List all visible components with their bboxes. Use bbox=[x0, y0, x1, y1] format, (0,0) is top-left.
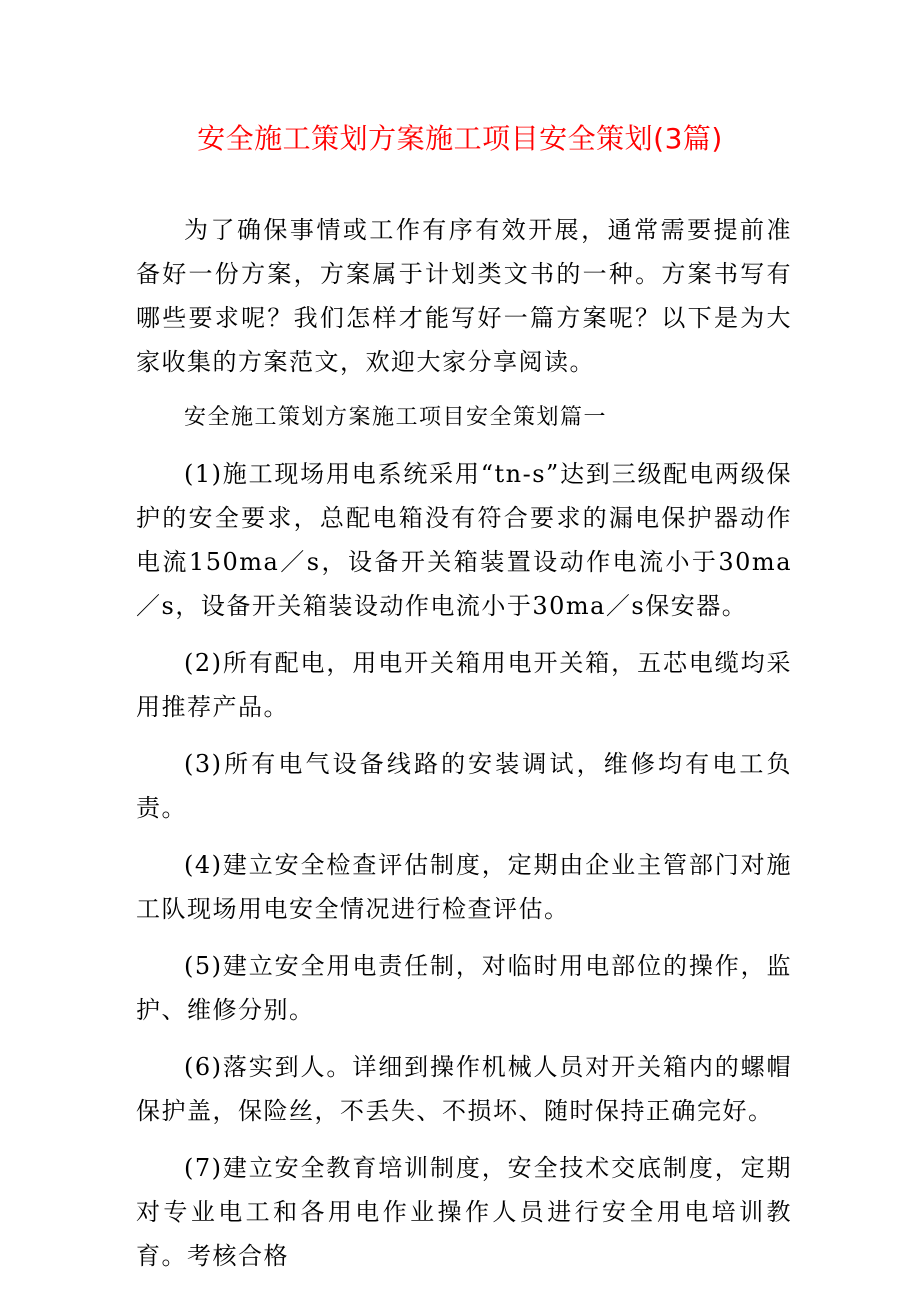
item-3-paragraph: (3)所有电气设备线路的安装调试，维修均有电工负责。 bbox=[136, 750, 792, 822]
item-4-paragraph: (4)建立安全检查评估制度，定期由企业主管部门对施工队现场用电安全情况进行检查评估。 bbox=[136, 851, 792, 923]
item-6-paragraph: (6)落实到人。详细到操作机械人员对开关箱内的螺帽保护盖，保险丝，不丢失、不损坏、随时保持正确完好。 bbox=[136, 1053, 792, 1125]
item-1-paragraph: (1)施工现场用电系统采用“tn-s”达到三级配电两级保护的安全要求，总配电箱没有符合要求的漏电保护器动作电流150ma／s，设备开关箱装置设动作电流小于30ma／s，设备开关箱装设动作电流小于30ma／s保安器。 bbox=[136, 460, 792, 620]
item-2-paragraph: (2)所有配电，用电开关箱用电开关箱，五芯电缆均采用推荐产品。 bbox=[136, 649, 792, 721]
item-5-paragraph: (5)建立安全用电责任制，对临时用电部位的操作，监护、维修分别。 bbox=[136, 952, 792, 1024]
item-7-paragraph: (7)建立安全教育培训制度，安全技术交底制度，定期对专业电工和各用电作业操作人员进行安全用电培训教育。考核合格 bbox=[136, 1154, 792, 1270]
section-heading: 安全施工策划方案施工项目安全策划篇一 bbox=[184, 405, 608, 430]
document-title: 安全施工策划方案施工项目安全策划(3篇) bbox=[197, 122, 723, 155]
document-body bbox=[136, 208, 792, 1278]
intro-paragraph: 为了确保事情或工作有序有效开展，通常需要提前准备好一份方案，方案属于计划类文书的一种。方案书写有哪些要求呢？我们怎样才能写好一篇方案呢？以下是为大家收集的方案范文，欢迎大家分享阅读。 bbox=[136, 216, 792, 376]
